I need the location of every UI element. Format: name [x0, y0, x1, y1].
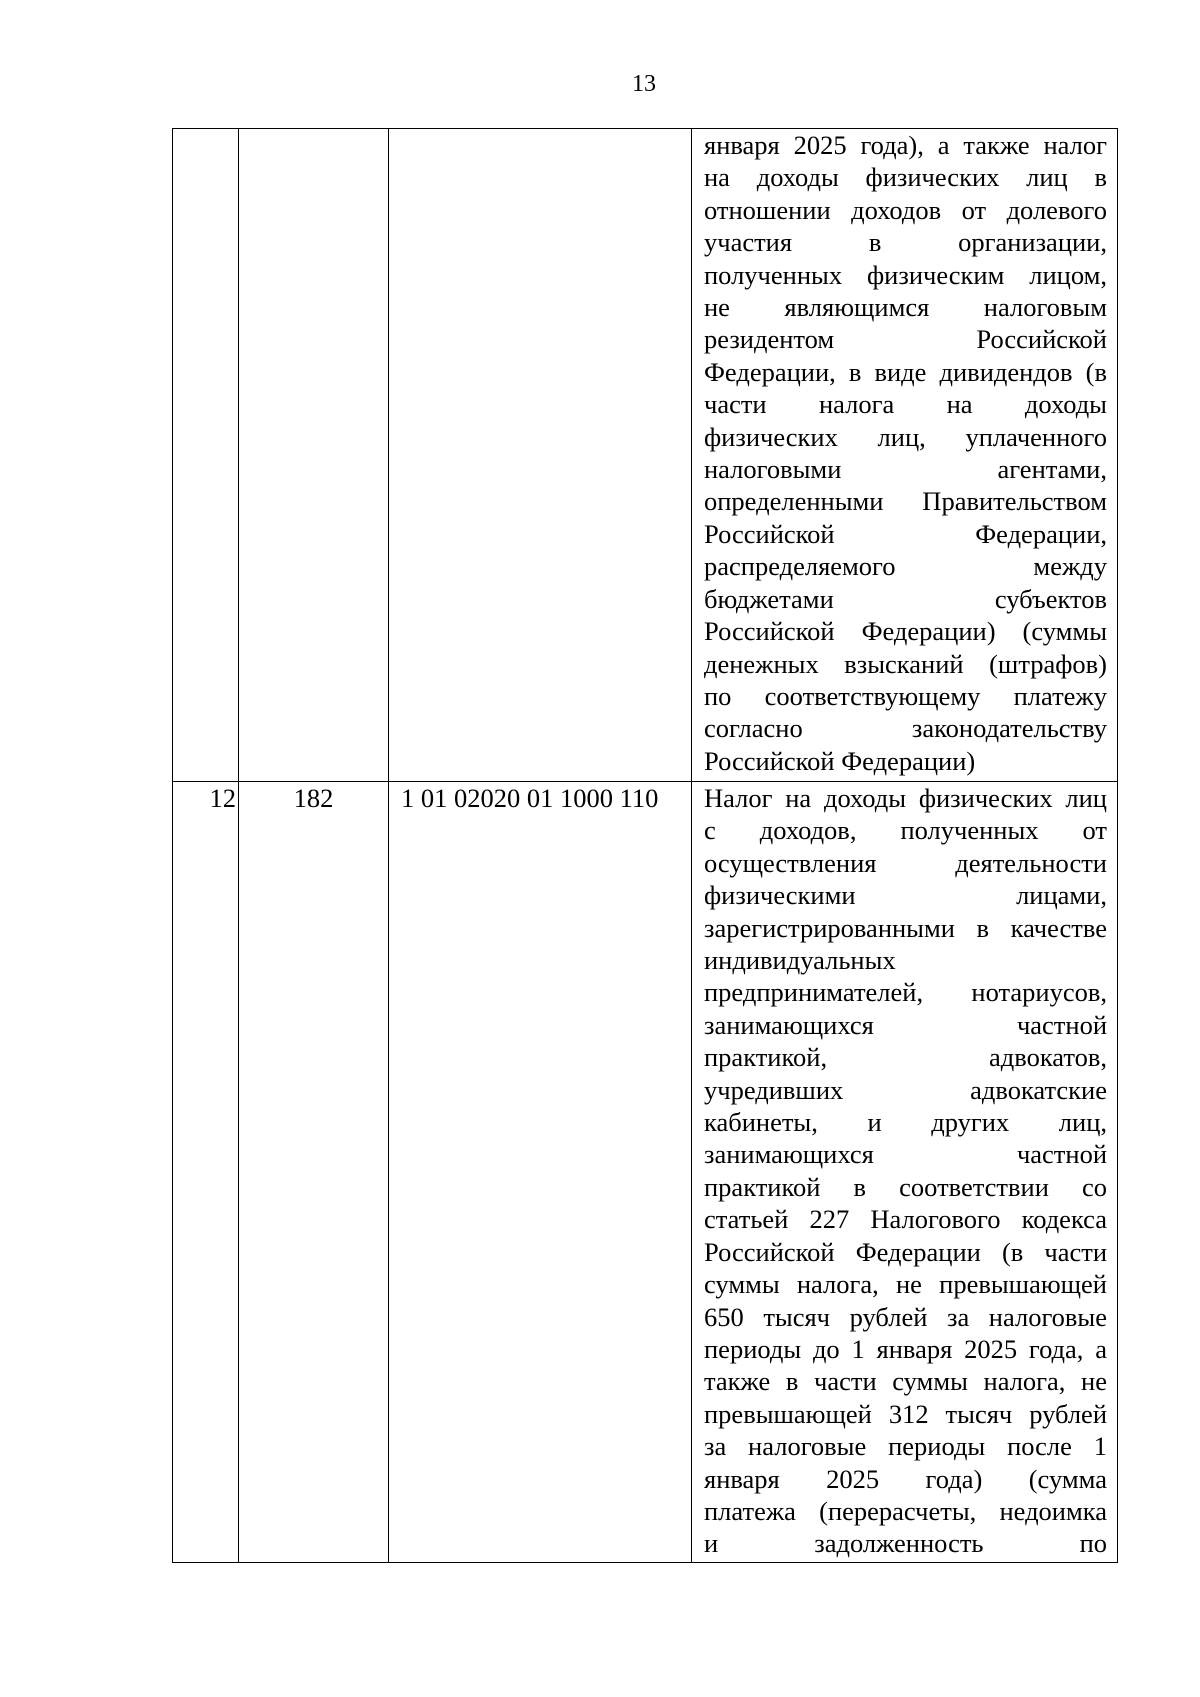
description-line: с доходов, полученных от: [704, 815, 1107, 846]
income-description-cell: [692, 782, 1118, 1563]
description-line: Российской Федерации,: [704, 518, 1107, 549]
description-line: Федерации, в виде дивидендов (в: [704, 356, 1107, 387]
description-line: определенными Правительством: [704, 486, 1107, 517]
row-number-cell: [173, 129, 239, 782]
description-line: и задолженность по: [704, 1528, 1107, 1559]
description-line: распределяемого между: [704, 551, 1107, 582]
description-line: не являющимся налоговым: [704, 292, 1107, 323]
description-line: также в части суммы налога, не: [704, 1366, 1107, 1397]
kbk-code-cell: 1 01 02020 01 1000 110: [389, 782, 692, 1563]
description-line: превышающей 312 тысяч рублей: [704, 1398, 1107, 1429]
description-line: денежных взысканий (штрафов): [704, 648, 1107, 679]
description-line: практикой в соответствии со: [704, 1171, 1107, 1202]
description-line: бюджетами субъектов: [704, 583, 1107, 614]
row-number-cell: 12: [173, 782, 239, 1563]
admin-code-cell: [239, 129, 389, 782]
description-line: Российской Федерации (в части: [704, 1236, 1107, 1267]
description-line: физическими лицами,: [704, 880, 1107, 911]
description-line: кабинеты, и других лиц,: [704, 1107, 1107, 1138]
description-line: занимающихся частной: [704, 1139, 1107, 1170]
description-line: января 2025 года) (сумма: [704, 1463, 1107, 1494]
table-row: [173, 129, 1118, 782]
description-line: налоговыми агентами,: [704, 454, 1107, 485]
kbk-code-cell: [389, 129, 692, 782]
description-line: резидентом Российской: [704, 324, 1107, 355]
description-line: по соответствующему платежу: [704, 680, 1107, 711]
description-line: практикой, адвокатов,: [704, 1042, 1107, 1073]
table-row: [173, 782, 1118, 1563]
admin-code-cell: 182: [239, 782, 389, 1563]
description-line: Российской Федерации): [704, 745, 976, 776]
description-line: января 2025 года), а также налог: [704, 130, 1107, 160]
description-line: согласно законодательству: [704, 713, 1107, 744]
description-line: полученных физическим лицом,: [704, 259, 1107, 290]
description-line: суммы налога, не превышающей: [704, 1269, 1107, 1300]
description-line: осуществления деятельности: [704, 847, 1107, 878]
description-line: Налог на доходы физических лиц: [704, 783, 1107, 813]
description-line: платежа (перерасчеты, недоимка: [704, 1495, 1107, 1526]
budget-classification-table: [172, 128, 1118, 1563]
description-line: занимающихся частной: [704, 1009, 1107, 1040]
income-description-cell: [692, 129, 1118, 782]
description-line: индивидуальных: [704, 945, 896, 976]
description-line: зарегистрированными в качестве: [704, 912, 1107, 943]
description-line: за налоговые периоды после 1: [704, 1431, 1107, 1462]
description-line: периоды до 1 января 2025 года, а: [704, 1333, 1107, 1364]
description-line: физических лиц, уплаченного: [704, 421, 1107, 452]
description-line: на доходы физических лиц в: [704, 162, 1107, 193]
description-line: Российской Федерации) (суммы: [704, 616, 1107, 647]
description-line: предпринимателей, нотариусов,: [704, 977, 1107, 1008]
description-line: статьей 227 Налогового кодекса: [704, 1204, 1107, 1235]
description-line: отношении доходов от долевого: [704, 194, 1107, 225]
page-number: 13: [632, 71, 656, 97]
description-line: участия в организации,: [704, 227, 1107, 258]
description-line: 650 тысяч рублей за налоговые: [704, 1301, 1107, 1332]
description-line: части налога на доходы: [704, 389, 1107, 420]
description-line: учредивших адвокатские: [704, 1074, 1107, 1105]
